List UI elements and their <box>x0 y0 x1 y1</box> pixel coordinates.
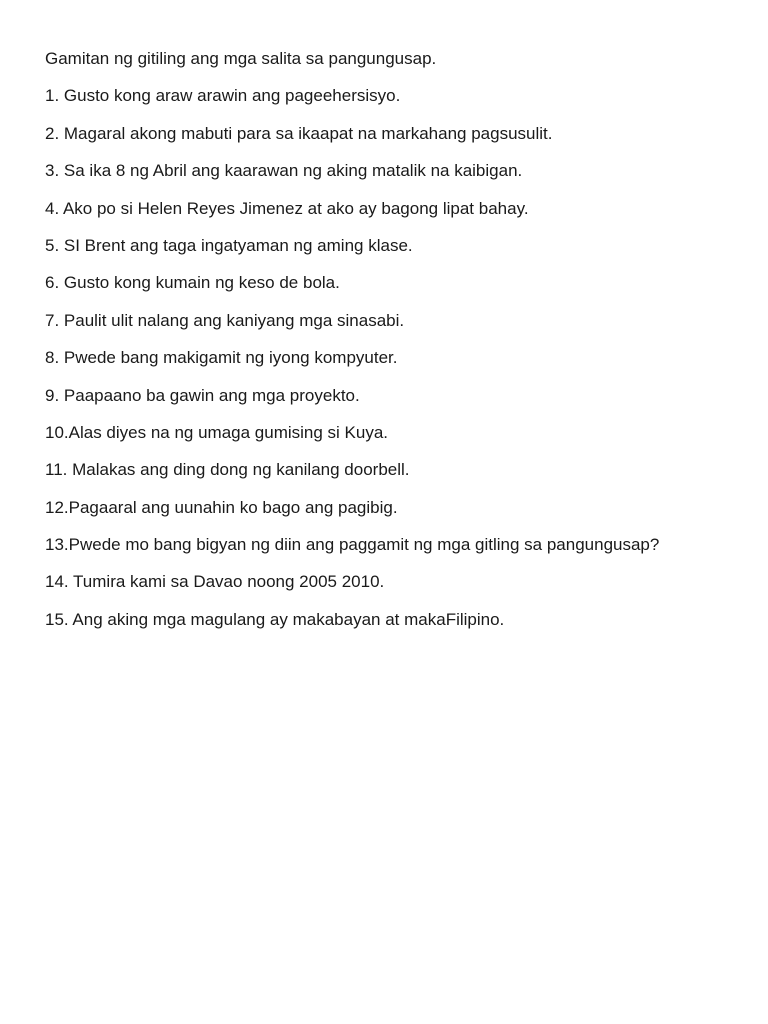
list-item: 3. Sa ika 8 ng Abril ang kaarawan ng aking matalik na kaibigan. <box>45 161 523 181</box>
list-item: 6. Gusto kong kumain ng keso de bola. <box>45 273 340 293</box>
instruction-text: Gamitan ng gitiling ang mga salita sa pangungusap. <box>45 49 437 68</box>
list-item: 1. Gusto kong araw arawin ang pageehersisyo. <box>45 86 401 106</box>
worksheet <box>45 48 745 646</box>
list-item: 7. Paulit ulit nalang ang kaniyang mga sinasabi. <box>45 310 405 330</box>
list-item: 14. Tumira kami sa Davao noong 2005 2010. <box>45 572 385 592</box>
list-item: 8. Pwede bang makigamit ng iyong kompyuter. <box>45 348 398 368</box>
list-item: 9. Paapaano ba gawin ang mga proyekto. <box>45 385 360 405</box>
list-item: 13.Pwede mo bang bigyan ng diin ang paggamit ng mga gitling sa pangungusap? <box>45 535 660 555</box>
list-item: 12.Pagaaral ang uunahin ko bago ang pagibig. <box>45 497 398 517</box>
list-item: 15. Ang aking mga magulang ay makabayan at makaFilipino. <box>45 609 505 629</box>
list-item: 11. Malakas ang ding dong ng kanilang doorbell. <box>45 460 410 480</box>
list-item: 2. Magaral akong mabuti para sa ikaapat na markahang pagsusulit. <box>45 123 553 143</box>
list-item: 10.Alas diyes na ng umaga gumising si Kuya. <box>45 422 389 442</box>
list-item: 5. SI Brent ang taga ingatyaman ng aming klase. <box>45 235 413 255</box>
list-item: 4. Ako po si Helen Reyes Jimenez at ako ay bagong lipat bahay. <box>45 198 529 218</box>
